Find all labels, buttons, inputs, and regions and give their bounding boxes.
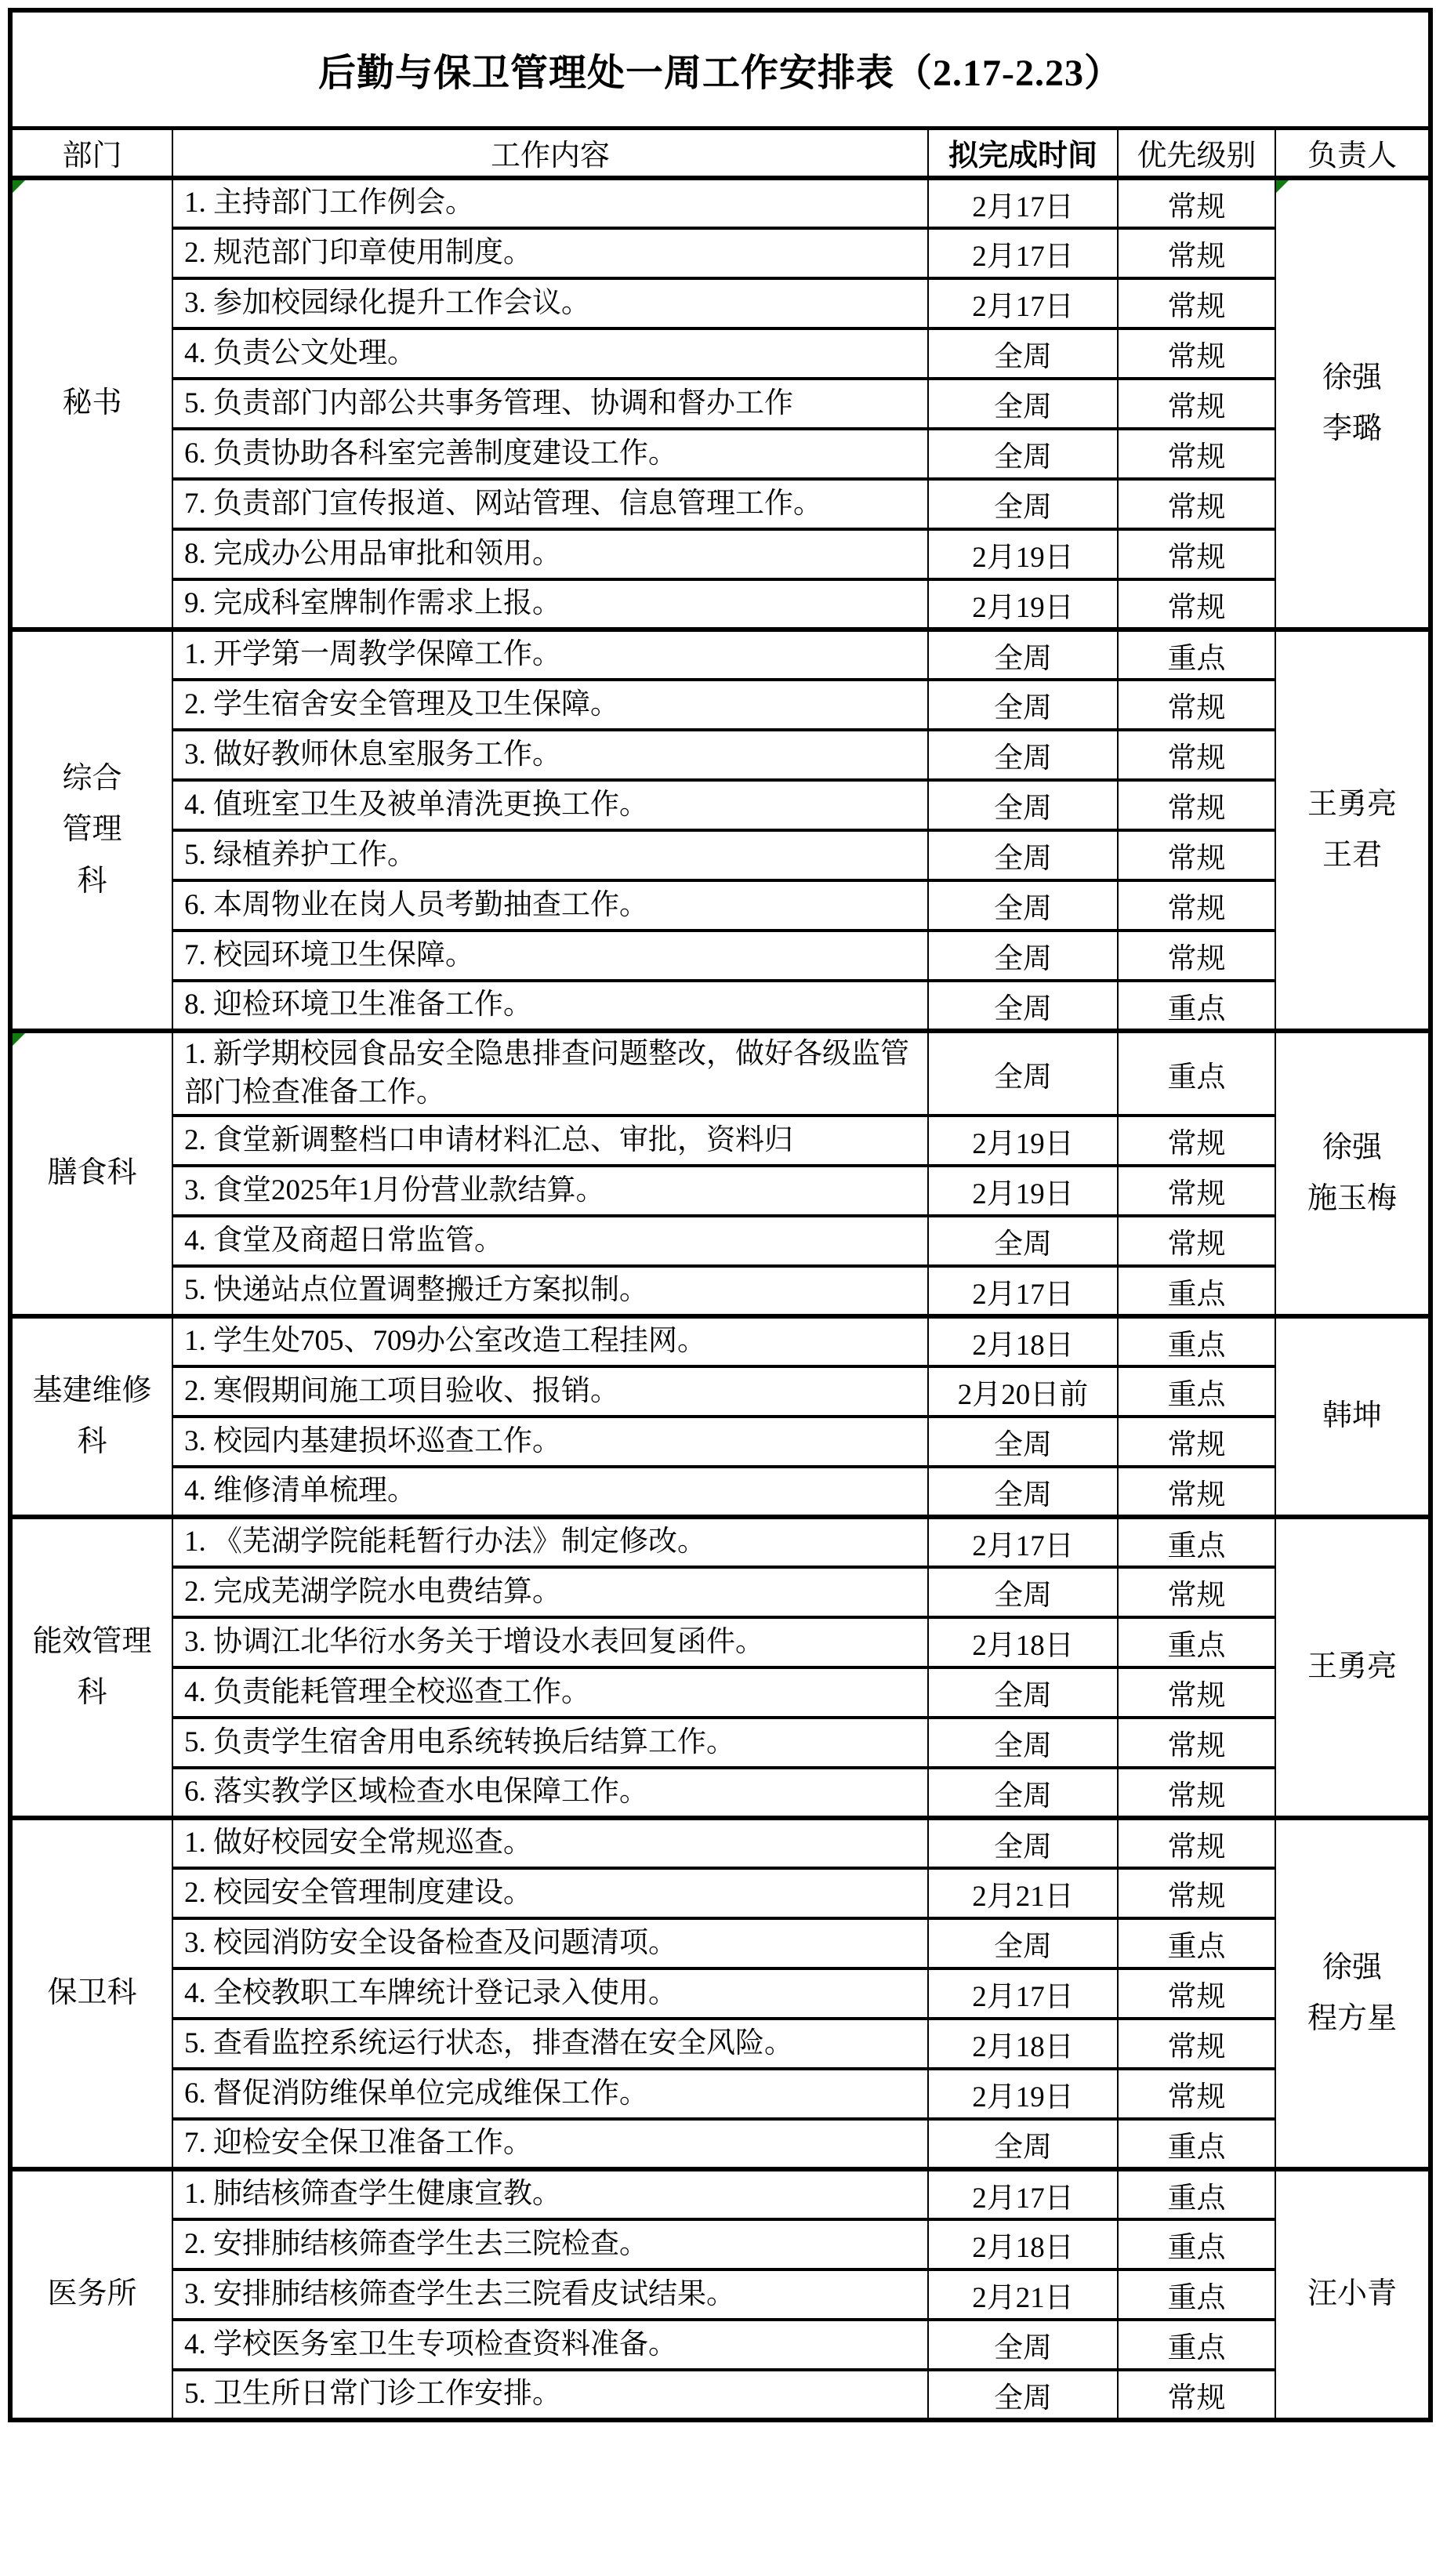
column-header-priority: 优先级别 bbox=[1118, 128, 1275, 178]
owner-line: 徐强 bbox=[1322, 361, 1383, 394]
task-deadline: 2月17日 bbox=[928, 228, 1118, 278]
task-content: 5. 卫生所日常门诊工作安排。 bbox=[172, 2370, 928, 2420]
section-jijian bbox=[10, 1316, 1431, 1517]
task-priority: 重点 bbox=[1118, 2169, 1275, 2219]
header-row bbox=[10, 128, 1431, 178]
department-line: 膳食科 bbox=[47, 1156, 137, 1190]
task-priority: 常规 bbox=[1118, 579, 1275, 629]
section-yiwusuo bbox=[10, 2169, 1431, 2420]
task-content: 5. 负责部门内部公共事务管理、协调和督办工作 bbox=[172, 379, 928, 429]
department-line: 能效管理 bbox=[32, 1624, 152, 1658]
task-deadline: 2月21日 bbox=[928, 1868, 1118, 1918]
owner-cell bbox=[1275, 178, 1431, 629]
task-content: 4. 食堂及商超日常监管。 bbox=[172, 1216, 928, 1266]
task-content: 2. 寒假期间施工项目验收、报销。 bbox=[172, 1366, 928, 1417]
task-priority: 常规 bbox=[1118, 278, 1275, 328]
department-cell bbox=[10, 1031, 172, 1316]
task-content: 3. 参加校园绿化提升工作会议。 bbox=[172, 278, 928, 328]
department-line: 科 bbox=[77, 1676, 107, 1709]
table-row bbox=[10, 178, 1431, 228]
comment-marker-icon bbox=[13, 180, 25, 193]
column-header-deadline: 拟完成时间 bbox=[928, 128, 1118, 178]
task-content: 4. 负责能耗管理全校巡查工作。 bbox=[172, 1667, 928, 1718]
department-line: 医务所 bbox=[47, 2277, 137, 2311]
department-cell bbox=[10, 629, 172, 1031]
table-row bbox=[10, 1868, 1431, 1918]
task-content: 1. 开学第一周教学保障工作。 bbox=[172, 629, 928, 680]
owner-cell bbox=[1275, 1517, 1431, 1818]
task-priority: 常规 bbox=[1118, 529, 1275, 579]
task-priority: 常规 bbox=[1118, 2019, 1275, 2069]
task-priority: 重点 bbox=[1118, 1031, 1275, 1116]
section-zonghe bbox=[10, 629, 1431, 1031]
section-mishu bbox=[10, 178, 1431, 629]
task-priority: 常规 bbox=[1118, 1116, 1275, 1166]
task-content: 2. 校园安全管理制度建设。 bbox=[172, 1868, 928, 1918]
table-row bbox=[10, 2370, 1431, 2420]
table-row bbox=[10, 1116, 1431, 1166]
task-deadline: 全周 bbox=[928, 1918, 1118, 1968]
task-content: 4. 维修清单梳理。 bbox=[172, 1467, 928, 1517]
table-row bbox=[10, 1166, 1431, 1216]
table-row bbox=[10, 2269, 1431, 2320]
task-deadline: 全周 bbox=[928, 680, 1118, 730]
owner-line: 汪小青 bbox=[1307, 2277, 1398, 2311]
task-deadline: 全周 bbox=[928, 2370, 1118, 2420]
task-content: 6. 督促消防维保单位完成维保工作。 bbox=[172, 2069, 928, 2119]
task-priority: 重点 bbox=[1118, 629, 1275, 680]
task-priority: 常规 bbox=[1118, 1166, 1275, 1216]
task-content: 5. 绿植养护工作。 bbox=[172, 830, 928, 880]
table-row bbox=[10, 730, 1431, 780]
task-content: 8. 迎检环境卫生准备工作。 bbox=[172, 981, 928, 1031]
task-content: 3. 校园内基建损坏巡查工作。 bbox=[172, 1417, 928, 1467]
owner-line: 王勇亮 bbox=[1307, 787, 1398, 821]
task-deadline: 全周 bbox=[928, 1818, 1118, 1868]
task-priority: 常规 bbox=[1118, 931, 1275, 981]
table-row bbox=[10, 278, 1431, 328]
task-deadline: 全周 bbox=[928, 379, 1118, 429]
table-row bbox=[10, 1567, 1431, 1617]
department-line: 科 bbox=[77, 1425, 107, 1458]
task-priority: 常规 bbox=[1118, 1868, 1275, 1918]
department-line: 综合 bbox=[62, 761, 122, 795]
owner-cell bbox=[1275, 2169, 1431, 2420]
task-deadline: 2月19日 bbox=[928, 1116, 1118, 1166]
task-priority: 常规 bbox=[1118, 379, 1275, 429]
task-content: 1. 学生处705、709办公室改造工程挂网。 bbox=[172, 1316, 928, 1366]
section-nengxiao bbox=[10, 1517, 1431, 1818]
task-deadline: 2月18日 bbox=[928, 1617, 1118, 1667]
table-row bbox=[10, 2320, 1431, 2370]
owner-line: 程方星 bbox=[1307, 2002, 1398, 2035]
task-priority: 常规 bbox=[1118, 1567, 1275, 1617]
task-content: 2. 完成芜湖学院水电费结算。 bbox=[172, 1567, 928, 1617]
task-priority: 重点 bbox=[1118, 1918, 1275, 1968]
department-cell bbox=[10, 178, 172, 629]
task-priority: 常规 bbox=[1118, 479, 1275, 529]
task-priority: 常规 bbox=[1118, 1968, 1275, 2019]
department-line: 保卫科 bbox=[47, 1976, 137, 2010]
task-deadline: 2月17日 bbox=[928, 278, 1118, 328]
task-content: 2. 规范部门印章使用制度。 bbox=[172, 228, 928, 278]
task-deadline: 全周 bbox=[928, 1031, 1118, 1116]
task-deadline: 全周 bbox=[928, 1216, 1118, 1266]
table-row bbox=[10, 228, 1431, 278]
owner-line: 王君 bbox=[1322, 839, 1383, 872]
task-content: 3. 做好教师休息室服务工作。 bbox=[172, 730, 928, 780]
owner-line: 徐强 bbox=[1322, 1130, 1383, 1164]
table-row bbox=[10, 2169, 1431, 2219]
task-content: 5. 查看监控系统运行状态，排查潜在安全风险。 bbox=[172, 2019, 928, 2069]
table-row bbox=[10, 529, 1431, 579]
comment-marker-icon bbox=[13, 1033, 25, 1046]
task-priority: 常规 bbox=[1118, 1818, 1275, 1868]
comment-marker-icon bbox=[1276, 180, 1289, 193]
task-deadline: 全周 bbox=[928, 1467, 1118, 1517]
task-content: 7. 迎检安全保卫准备工作。 bbox=[172, 2119, 928, 2169]
task-content: 4. 全校教职工车牌统计登记录入使用。 bbox=[172, 1968, 928, 2019]
task-priority: 重点 bbox=[1118, 1366, 1275, 1417]
owner-cell bbox=[1275, 629, 1431, 1031]
task-priority: 常规 bbox=[1118, 2069, 1275, 2119]
task-content: 5. 负责学生宿舍用电系统转换后结算工作。 bbox=[172, 1718, 928, 1768]
owner-line: 施玉梅 bbox=[1307, 1182, 1398, 1215]
task-content: 1. 主持部门工作例会。 bbox=[172, 178, 928, 228]
task-content: 4. 负责公文处理。 bbox=[172, 328, 928, 379]
table-row bbox=[10, 328, 1431, 379]
task-priority: 重点 bbox=[1118, 2219, 1275, 2269]
owner-cell bbox=[1275, 1818, 1431, 2169]
task-deadline: 2月17日 bbox=[928, 1517, 1118, 1567]
task-priority: 常规 bbox=[1118, 680, 1275, 730]
task-deadline: 全周 bbox=[928, 1667, 1118, 1718]
owner-line: 徐强 bbox=[1322, 1950, 1383, 1984]
task-deadline: 2月19日 bbox=[928, 579, 1118, 629]
table-row bbox=[10, 479, 1431, 529]
table-row bbox=[10, 1818, 1431, 1868]
department-line: 基建维修 bbox=[32, 1373, 152, 1407]
task-content: 1. 新学期校园食品安全隐患排查问题整改，做好各级监管部门检查准备工作。 bbox=[172, 1031, 928, 1116]
task-content: 5. 快递站点位置调整搬迁方案拟制。 bbox=[172, 1266, 928, 1316]
task-content: 2. 食堂新调整档口申请材料汇总、审批，资料归 bbox=[172, 1116, 928, 1166]
table-row bbox=[10, 981, 1431, 1031]
department-line: 管理 bbox=[62, 813, 122, 847]
task-priority: 重点 bbox=[1118, 2119, 1275, 2169]
table-row bbox=[10, 2219, 1431, 2269]
task-deadline: 全周 bbox=[928, 429, 1118, 479]
task-deadline: 全周 bbox=[928, 2119, 1118, 2169]
department-cell bbox=[10, 1517, 172, 1818]
column-header-content: 工作内容 bbox=[172, 128, 928, 178]
task-deadline: 2月17日 bbox=[928, 1968, 1118, 2019]
task-content: 4. 值班室卫生及被单清洗更换工作。 bbox=[172, 780, 928, 830]
task-deadline: 全周 bbox=[928, 328, 1118, 379]
department-cell bbox=[10, 1316, 172, 1517]
task-content: 3. 协调江北华衍水务关于增设水表回复函件。 bbox=[172, 1617, 928, 1667]
column-header-owner: 负责人 bbox=[1275, 128, 1431, 178]
task-priority: 常规 bbox=[1118, 730, 1275, 780]
table-row bbox=[10, 830, 1431, 880]
table-row bbox=[10, 2069, 1431, 2119]
table-row bbox=[10, 429, 1431, 479]
task-priority: 常规 bbox=[1118, 880, 1275, 931]
task-content: 7. 校园环境卫生保障。 bbox=[172, 931, 928, 981]
task-priority: 常规 bbox=[1118, 780, 1275, 830]
task-content: 3. 食堂2025年1月份营业款结算。 bbox=[172, 1166, 928, 1216]
table-row bbox=[10, 1968, 1431, 2019]
task-priority: 常规 bbox=[1118, 1718, 1275, 1768]
task-deadline: 全周 bbox=[928, 830, 1118, 880]
table-row bbox=[10, 1918, 1431, 1968]
table-row bbox=[10, 1467, 1431, 1517]
task-priority: 常规 bbox=[1118, 1768, 1275, 1818]
task-priority: 重点 bbox=[1118, 1617, 1275, 1667]
section-shanshi bbox=[10, 1031, 1431, 1316]
table-row bbox=[10, 1417, 1431, 1467]
owner-line: 李璐 bbox=[1322, 412, 1383, 445]
task-deadline: 全周 bbox=[928, 1417, 1118, 1467]
task-deadline: 全周 bbox=[928, 730, 1118, 780]
table-row bbox=[10, 2119, 1431, 2169]
task-deadline: 2月17日 bbox=[928, 1266, 1118, 1316]
department-cell bbox=[10, 1818, 172, 2169]
table-row bbox=[10, 680, 1431, 730]
table-row bbox=[10, 1031, 1431, 1116]
task-priority: 重点 bbox=[1118, 1316, 1275, 1366]
owner-cell bbox=[1275, 1031, 1431, 1316]
task-deadline: 全周 bbox=[928, 880, 1118, 931]
task-deadline: 2月20日前 bbox=[928, 1366, 1118, 1417]
department-cell bbox=[10, 2169, 172, 2420]
task-deadline: 2月19日 bbox=[928, 529, 1118, 579]
table-row bbox=[10, 379, 1431, 429]
table-row bbox=[10, 1316, 1431, 1366]
task-deadline: 2月17日 bbox=[928, 2169, 1118, 2219]
task-content: 1. 做好校园安全常规巡查。 bbox=[172, 1818, 928, 1868]
table-row bbox=[10, 780, 1431, 830]
task-content: 7. 负责部门宣传报道、网站管理、信息管理工作。 bbox=[172, 479, 928, 529]
task-priority: 重点 bbox=[1118, 1266, 1275, 1316]
task-content: 6. 落实教学区域检查水电保障工作。 bbox=[172, 1768, 928, 1818]
task-deadline: 全周 bbox=[928, 1718, 1118, 1768]
owner-cell bbox=[1275, 1316, 1431, 1517]
task-content: 3. 安排肺结核筛查学生去三院看皮试结果。 bbox=[172, 2269, 928, 2320]
task-content: 6. 负责协助各科室完善制度建设工作。 bbox=[172, 429, 928, 479]
task-priority: 重点 bbox=[1118, 981, 1275, 1031]
task-priority: 重点 bbox=[1118, 2320, 1275, 2370]
section-baowei bbox=[10, 1818, 1431, 2169]
task-content: 2. 学生宿舍安全管理及卫生保障。 bbox=[172, 680, 928, 730]
owner-line: 韩坤 bbox=[1322, 1399, 1383, 1433]
task-priority: 常规 bbox=[1118, 830, 1275, 880]
table-row bbox=[10, 629, 1431, 680]
task-priority: 常规 bbox=[1118, 1467, 1275, 1517]
task-deadline: 2月17日 bbox=[928, 178, 1118, 228]
column-header-department: 部门 bbox=[10, 128, 172, 178]
department-line: 秘书 bbox=[62, 386, 122, 420]
task-deadline: 全周 bbox=[928, 1567, 1118, 1617]
table-row bbox=[10, 1768, 1431, 1818]
task-content: 1. 肺结核筛查学生健康宣教。 bbox=[172, 2169, 928, 2219]
table-row bbox=[10, 931, 1431, 981]
weekly-schedule-table bbox=[8, 8, 1433, 2422]
task-priority: 重点 bbox=[1118, 1517, 1275, 1567]
title-row bbox=[10, 10, 1431, 128]
task-priority: 常规 bbox=[1118, 1417, 1275, 1467]
task-content: 4. 学校医务室卫生专项检查资料准备。 bbox=[172, 2320, 928, 2370]
task-deadline: 全周 bbox=[928, 931, 1118, 981]
page-title: 后勤与保卫管理处一周工作安排表（2.17-2.23） bbox=[10, 10, 1431, 128]
task-deadline: 2月19日 bbox=[928, 2069, 1118, 2119]
task-content: 6. 本周物业在岗人员考勤抽查工作。 bbox=[172, 880, 928, 931]
task-content: 9. 完成科室牌制作需求上报。 bbox=[172, 579, 928, 629]
table-row bbox=[10, 880, 1431, 931]
task-priority: 常规 bbox=[1118, 1216, 1275, 1266]
task-priority: 常规 bbox=[1118, 429, 1275, 479]
task-priority: 常规 bbox=[1118, 1667, 1275, 1718]
table-row bbox=[10, 1366, 1431, 1417]
table-row bbox=[10, 1718, 1431, 1768]
task-content: 1. 《芜湖学院能耗暂行办法》制定修改。 bbox=[172, 1517, 928, 1567]
task-priority: 常规 bbox=[1118, 2370, 1275, 2420]
task-deadline: 全周 bbox=[928, 479, 1118, 529]
task-deadline: 2月18日 bbox=[928, 2019, 1118, 2069]
task-priority: 常规 bbox=[1118, 178, 1275, 228]
owner-line: 王勇亮 bbox=[1307, 1650, 1398, 1684]
task-deadline: 2月18日 bbox=[928, 2219, 1118, 2269]
task-content: 3. 校园消防安全设备检查及问题清项。 bbox=[172, 1918, 928, 1968]
table-row bbox=[10, 1216, 1431, 1266]
task-content: 2. 安排肺结核筛查学生去三院检查。 bbox=[172, 2219, 928, 2269]
task-priority: 重点 bbox=[1118, 2269, 1275, 2320]
task-deadline: 全周 bbox=[928, 1768, 1118, 1818]
table-row bbox=[10, 1667, 1431, 1718]
table-row bbox=[10, 2019, 1431, 2069]
task-deadline: 2月19日 bbox=[928, 1166, 1118, 1216]
task-priority: 常规 bbox=[1118, 228, 1275, 278]
task-deadline: 全周 bbox=[928, 981, 1118, 1031]
task-deadline: 全周 bbox=[928, 629, 1118, 680]
task-deadline: 全周 bbox=[928, 2320, 1118, 2370]
table-row bbox=[10, 1266, 1431, 1316]
task-priority: 常规 bbox=[1118, 328, 1275, 379]
table-row bbox=[10, 1517, 1431, 1567]
table-row bbox=[10, 1617, 1431, 1667]
task-deadline: 全周 bbox=[928, 780, 1118, 830]
department-line: 科 bbox=[77, 864, 107, 898]
task-deadline: 2月18日 bbox=[928, 1316, 1118, 1366]
task-content: 8. 完成办公用品审批和领用。 bbox=[172, 529, 928, 579]
task-deadline: 2月21日 bbox=[928, 2269, 1118, 2320]
table-row bbox=[10, 579, 1431, 629]
